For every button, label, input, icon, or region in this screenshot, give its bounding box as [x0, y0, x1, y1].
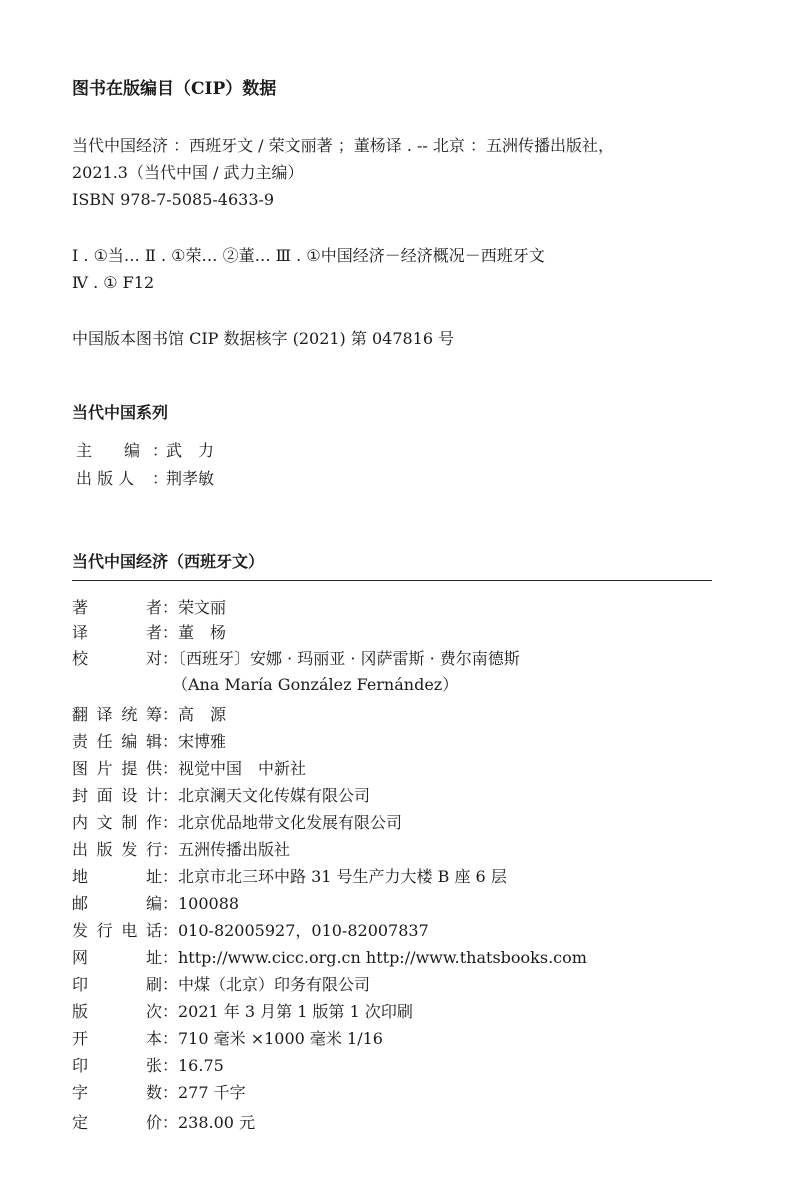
series-row-label: 主 编 [76, 441, 141, 460]
detail-label: 版 次 [72, 1002, 162, 1021]
detail-row-pictures [72, 758, 306, 780]
detail-label: 封面设计 [72, 786, 162, 805]
detail-label: 责任编辑 [72, 732, 162, 751]
detail-value: ：北京优品地带文化发展有限公司 [162, 813, 403, 832]
detail-row-translator [72, 622, 226, 644]
detail-row-layout [72, 812, 402, 834]
detail-row-printer [72, 974, 370, 996]
detail-label: 地 址 [72, 867, 162, 886]
cip-classification-line-2: Ⅳ . ① F12 [72, 273, 155, 292]
series-editor-row [76, 440, 214, 462]
detail-row-distributor [72, 839, 290, 861]
detail-row-website [72, 947, 587, 969]
detail-value: ：中煤（北京）印务有限公司 [162, 975, 371, 994]
detail-label: 邮 编 [72, 894, 162, 913]
detail-label: 印 张 [72, 1056, 162, 1075]
series-row-label: 出 版 人 [76, 469, 135, 488]
detail-value: ：五洲传播出版社 [162, 840, 291, 859]
detail-value: ：高 源 [162, 705, 227, 724]
detail-label: 印 刷 [72, 975, 162, 994]
detail-value: ：010-82005927，010-82007837 [162, 921, 429, 940]
detail-row-cover-design [72, 785, 370, 807]
detail-row-price [72, 1112, 255, 1134]
detail-label: 开 本 [72, 1029, 162, 1048]
detail-value: ：16.75 [162, 1056, 224, 1075]
cip-heading: 图书在版编目（CIP）数据 [72, 79, 277, 99]
detail-row-translation-coordinator [72, 704, 226, 726]
detail-value: ：277 千字 [162, 1083, 246, 1102]
detail-value: ：http://www.cicc.org.cn http://www.thatsbooks.com [162, 948, 587, 967]
series-row-value: 荆孝敏 [166, 469, 215, 488]
detail-value: ：710 毫米 ×1000 毫米 1/16 [162, 1029, 383, 1048]
cip-bibliographic-line-2: 2021.3（当代中国 / 武力主编） [72, 163, 304, 182]
detail-label: 校 对 [72, 649, 162, 668]
detail-row-word-count [72, 1082, 246, 1104]
series-publisher-row [76, 468, 214, 490]
detail-value: ：238.00 元 [162, 1113, 256, 1132]
detail-proofreader-original-name: （Ana María González Fernández） [172, 675, 459, 694]
detail-row-editor [72, 731, 226, 753]
detail-row-sheets [72, 1055, 224, 1077]
detail-row-format [72, 1028, 383, 1050]
detail-value: ：2021 年 3 月第 1 版第 1 次印刷 [162, 1002, 413, 1021]
detail-value: ：荣文丽 [162, 598, 227, 617]
cip-record-number: 中国版本图书馆 CIP 数据核字 (2021) 第 047816 号 [72, 329, 455, 348]
series-row-value: 武 力 [166, 441, 215, 460]
detail-value: ：〔西班牙〕安娜 · 玛丽亚 · 冈萨雷斯 · 费尔南德斯 [162, 649, 520, 668]
detail-row-edition [72, 1001, 413, 1023]
detail-label: 发行电话 [72, 921, 162, 940]
detail-label: 图片提供 [72, 759, 162, 778]
title-divider [72, 580, 712, 581]
detail-value: ：100088 [162, 894, 240, 913]
detail-label: 内文制作 [72, 813, 162, 832]
detail-label: 翻译统筹 [72, 705, 162, 724]
detail-row-proofreader [72, 648, 520, 670]
detail-label: 译 者 [72, 623, 162, 642]
series-row-colon: ： [152, 441, 169, 460]
detail-row-author [72, 597, 226, 619]
cip-classification-line-1: Ⅰ . ①当… Ⅱ . ①荣… ②董… Ⅲ . ①中国经济－经济概况－西班牙文 [72, 246, 545, 265]
detail-row-postcode [72, 893, 239, 915]
detail-label: 字 数 [72, 1083, 162, 1102]
book-title: 当代中国经济（西班牙文） [72, 552, 265, 571]
series-row-colon: ： [152, 469, 169, 488]
detail-value: ：宋博雅 [162, 732, 227, 751]
series-title: 当代中国系列 [72, 403, 169, 422]
detail-label: 定 价 [72, 1113, 162, 1132]
detail-label: 网 址 [72, 948, 162, 967]
detail-row-phone [72, 920, 429, 942]
detail-value: ：北京市北三环中路 31 号生产力大楼 B 座 6 层 [162, 867, 507, 886]
cip-isbn: ISBN 978-7-5085-4633-9 [72, 190, 275, 209]
detail-value: ：视觉中国 中新社 [162, 759, 307, 778]
detail-label: 著 者 [72, 598, 162, 617]
detail-row-address [72, 866, 507, 888]
detail-value: ：董 杨 [162, 623, 227, 642]
detail-value: ：北京澜天文化传媒有限公司 [162, 786, 371, 805]
detail-label: 出版发行 [72, 840, 162, 859]
cip-bibliographic-line-1: 当代中国经济 ：西班牙文 / 荣文丽著 ；董杨译 . -- 北京 ：五洲传播出版社， [72, 136, 614, 155]
